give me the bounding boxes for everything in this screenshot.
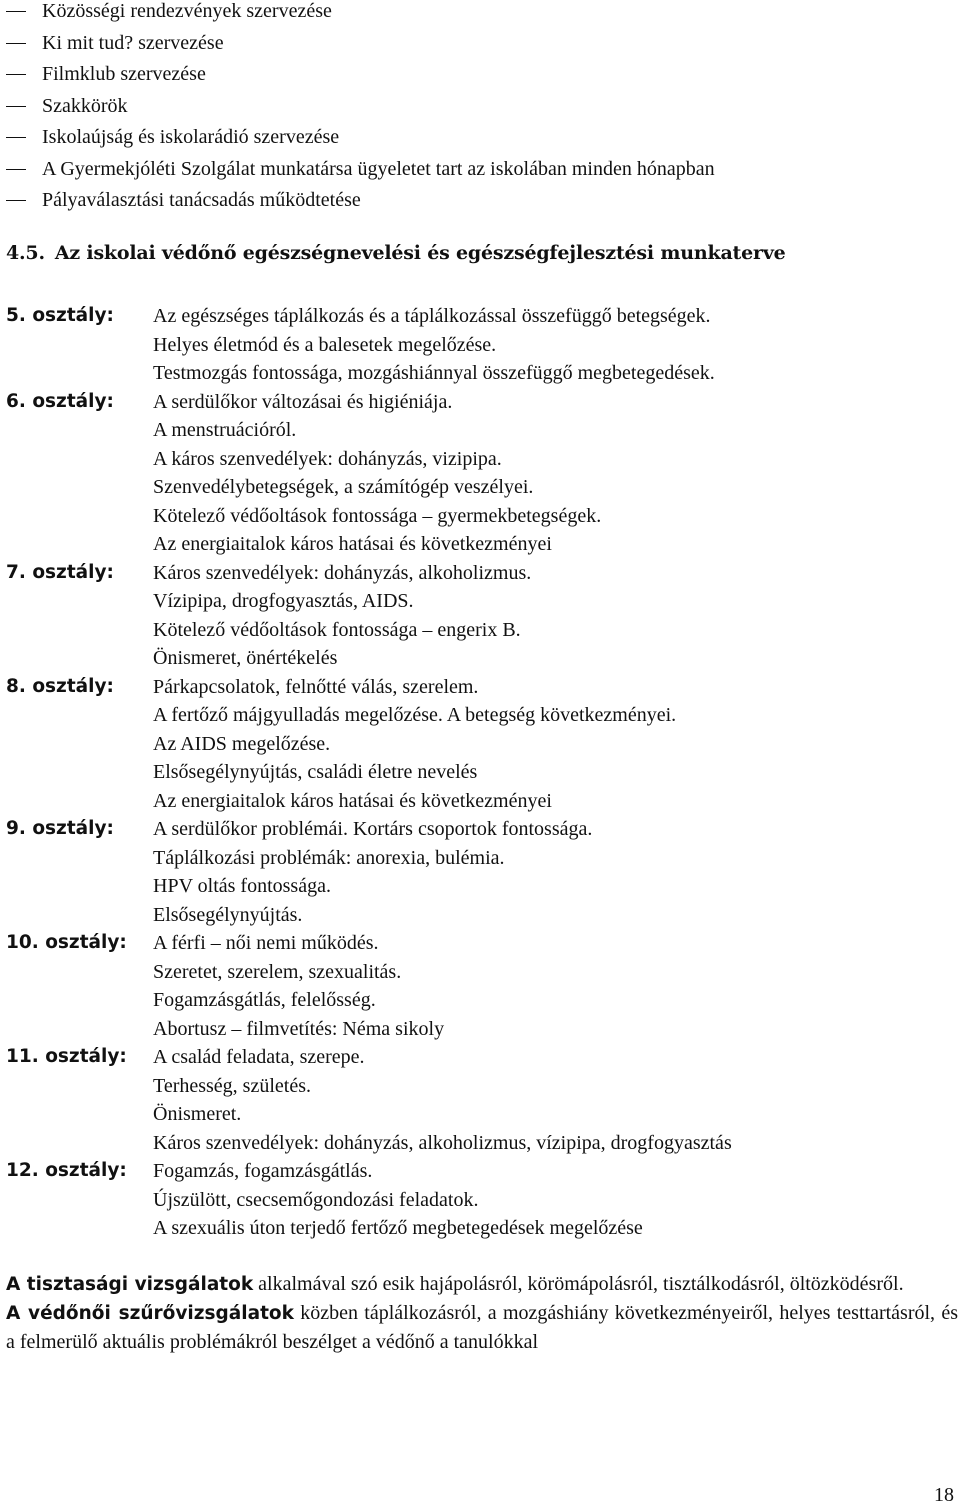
grade-label: 11. osztály: [6, 1046, 127, 1067]
list-item-text: Ki mit tud? szervezése [42, 31, 224, 54]
grade-row [6, 815, 732, 929]
grade-label: 6. osztály: [6, 390, 114, 412]
grade-row [6, 929, 732, 1043]
topic-item: Fogamzásgátlás, felelősség. [153, 989, 376, 1011]
list-item-text: Filmklub szervezése [42, 63, 206, 85]
grade-plan-table [6, 302, 732, 1243]
topic-item: Kötelező védőoltások fontossága – engerix B. [153, 618, 521, 641]
topic-list [153, 388, 601, 559]
topic-item: Vízipipa, drogfogyasztás, AIDS. [153, 590, 414, 612]
topic-item: A férfi – női nemi működés. [153, 932, 379, 954]
topic-item: A serdülőkor problémái. Kortárs csoportok fontossága. [153, 818, 593, 840]
grade-label: 8. osztály: [6, 675, 114, 697]
topic-list [153, 929, 444, 1043]
topic-list [153, 559, 531, 673]
topic-item: Az energiaitalok káros hatásai és következményei [153, 789, 552, 812]
activity-bullet-list [6, 0, 715, 217]
dash-bullet-icon [6, 106, 26, 107]
list-item [6, 122, 715, 154]
page-number: 18 [934, 1484, 954, 1506]
topic-item: Önismeret. [153, 1103, 242, 1125]
paragraph-text: alkalmával szó esik hajápolásról, körömápolásról, tisztálkodásról, öltözködésről. [253, 1273, 904, 1295]
dash-bullet-icon [6, 137, 26, 138]
topic-list [153, 673, 676, 816]
grade-label: 9. osztály: [6, 818, 114, 839]
topic-item: Önismeret, önértékelés [153, 647, 338, 669]
grade-label: 5. osztály: [6, 305, 114, 326]
list-item-text: Iskolaújság és iskolarádió szervezése [42, 126, 340, 148]
grade-label: 10. osztály: [6, 932, 127, 953]
paragraph-screening [6, 1299, 958, 1357]
list-item [6, 185, 715, 217]
list-item-text: A Gyermekjóléti Szolgálat munkatársa ügyeletet tart az iskolában minden hónapban [42, 157, 715, 180]
list-item-text: Közösségi rendezvények szervezése [42, 0, 332, 22]
list-item [6, 0, 715, 28]
topic-item: Az energiaitalok káros hatásai és következményei [153, 533, 552, 555]
topic-list [153, 815, 592, 929]
topic-item: Abortusz – filmvetítés: Néma sikoly [153, 1017, 445, 1040]
list-item [6, 28, 715, 60]
topic-item: Szenvedélybetegségek, a számítógép veszélyei. [153, 476, 534, 498]
topic-item: A serdülőkor változásai és higiéniája. [153, 390, 453, 413]
topic-item: Párkapcsolatok, felnőtté válás, szerelem. [153, 675, 479, 698]
topic-item: A család feladata, szerepe. [153, 1046, 365, 1068]
topic-item: Helyes életmód és a balesetek megelőzése. [153, 333, 497, 356]
topic-item: A káros szenvedélyek: dohányzás, vizipipa. [153, 447, 502, 470]
topic-item: Elsősegélynyújtás, családi életre nevelés [153, 761, 478, 783]
section-title: Az iskolai védőnő egészségnevelési és egészségfejlesztési munkaterve [54, 242, 786, 264]
topic-item: A menstruációról. [153, 419, 297, 441]
dash-bullet-icon [6, 11, 26, 12]
topic-list [153, 1157, 643, 1243]
closing-paragraphs [6, 1270, 958, 1357]
list-item-text: Pályaválasztási tanácsadás működtetése [42, 189, 361, 211]
topic-item: Az egészséges táplálkozás és a táplálkozással összefüggő betegségek. [153, 305, 711, 327]
topic-item: Kötelező védőoltások fontossága – gyermekbetegségek. [153, 504, 602, 527]
topic-item: Szeretet, szerelem, szexualitás. [153, 960, 402, 983]
paragraph-lead: A védőnői szűrővizsgálatok [6, 1303, 294, 1324]
topic-item: Táplálkozási problémák: anorexia, bulémia. [153, 846, 505, 869]
grade-row [6, 559, 732, 673]
dash-bullet-icon [6, 200, 26, 201]
topic-list [153, 302, 715, 388]
topic-item: Testmozgás fontossága, mozgáshiánnyal összefüggő megbetegedések. [153, 362, 715, 384]
grade-label: 7. osztály: [6, 561, 114, 583]
dash-bullet-icon [6, 169, 26, 170]
topic-item: HPV oltás fontossága. [153, 875, 331, 897]
topic-list [153, 1043, 732, 1157]
section-number: 4.5. [6, 242, 45, 264]
list-item [6, 154, 715, 186]
section-heading [6, 242, 786, 264]
grade-row [6, 673, 732, 816]
grade-row [6, 1043, 732, 1157]
topic-item: Káros szenvedélyek: dohányzás, alkoholizmus, vízipipa, drogfogyasztás [153, 1131, 732, 1154]
grade-row [6, 1157, 732, 1243]
list-item-text: Szakkörök [42, 94, 128, 117]
paragraph-hygiene-checks [6, 1270, 958, 1299]
dash-bullet-icon [6, 74, 26, 75]
grade-row [6, 388, 732, 559]
topic-item: Fogamzás, fogamzásgátlás. [153, 1160, 373, 1182]
grade-label: 12. osztály: [6, 1160, 127, 1181]
topic-item: Újszülött, csecsemőgondozási feladatok. [153, 1188, 479, 1211]
topic-item: Káros szenvedélyek: dohányzás, alkoholizmus. [153, 561, 532, 584]
topic-item: Terhesség, születés. [153, 1074, 311, 1097]
dash-bullet-icon [6, 43, 26, 44]
paragraph-text: közben táplálkozásról, a mozgáshiány következményeiről, helyes testtartásról, és a felmerülő aktuális problémákról beszélget a védőnő a tanulókkal [6, 1302, 958, 1353]
topic-item: A szexuális úton terjedő fertőző megbetegedések megelőzése [153, 1217, 643, 1239]
grade-row [6, 302, 732, 388]
topic-item: Elsősegélynyújtás. [153, 903, 303, 926]
list-item [6, 91, 715, 123]
list-item [6, 59, 715, 91]
topic-item: Az AIDS megelőzése. [153, 732, 331, 755]
topic-item: A fertőző májgyulladás megelőzése. A betegség következményei. [153, 704, 677, 726]
paragraph-lead: A tisztasági vizsgálatok [6, 1274, 254, 1295]
